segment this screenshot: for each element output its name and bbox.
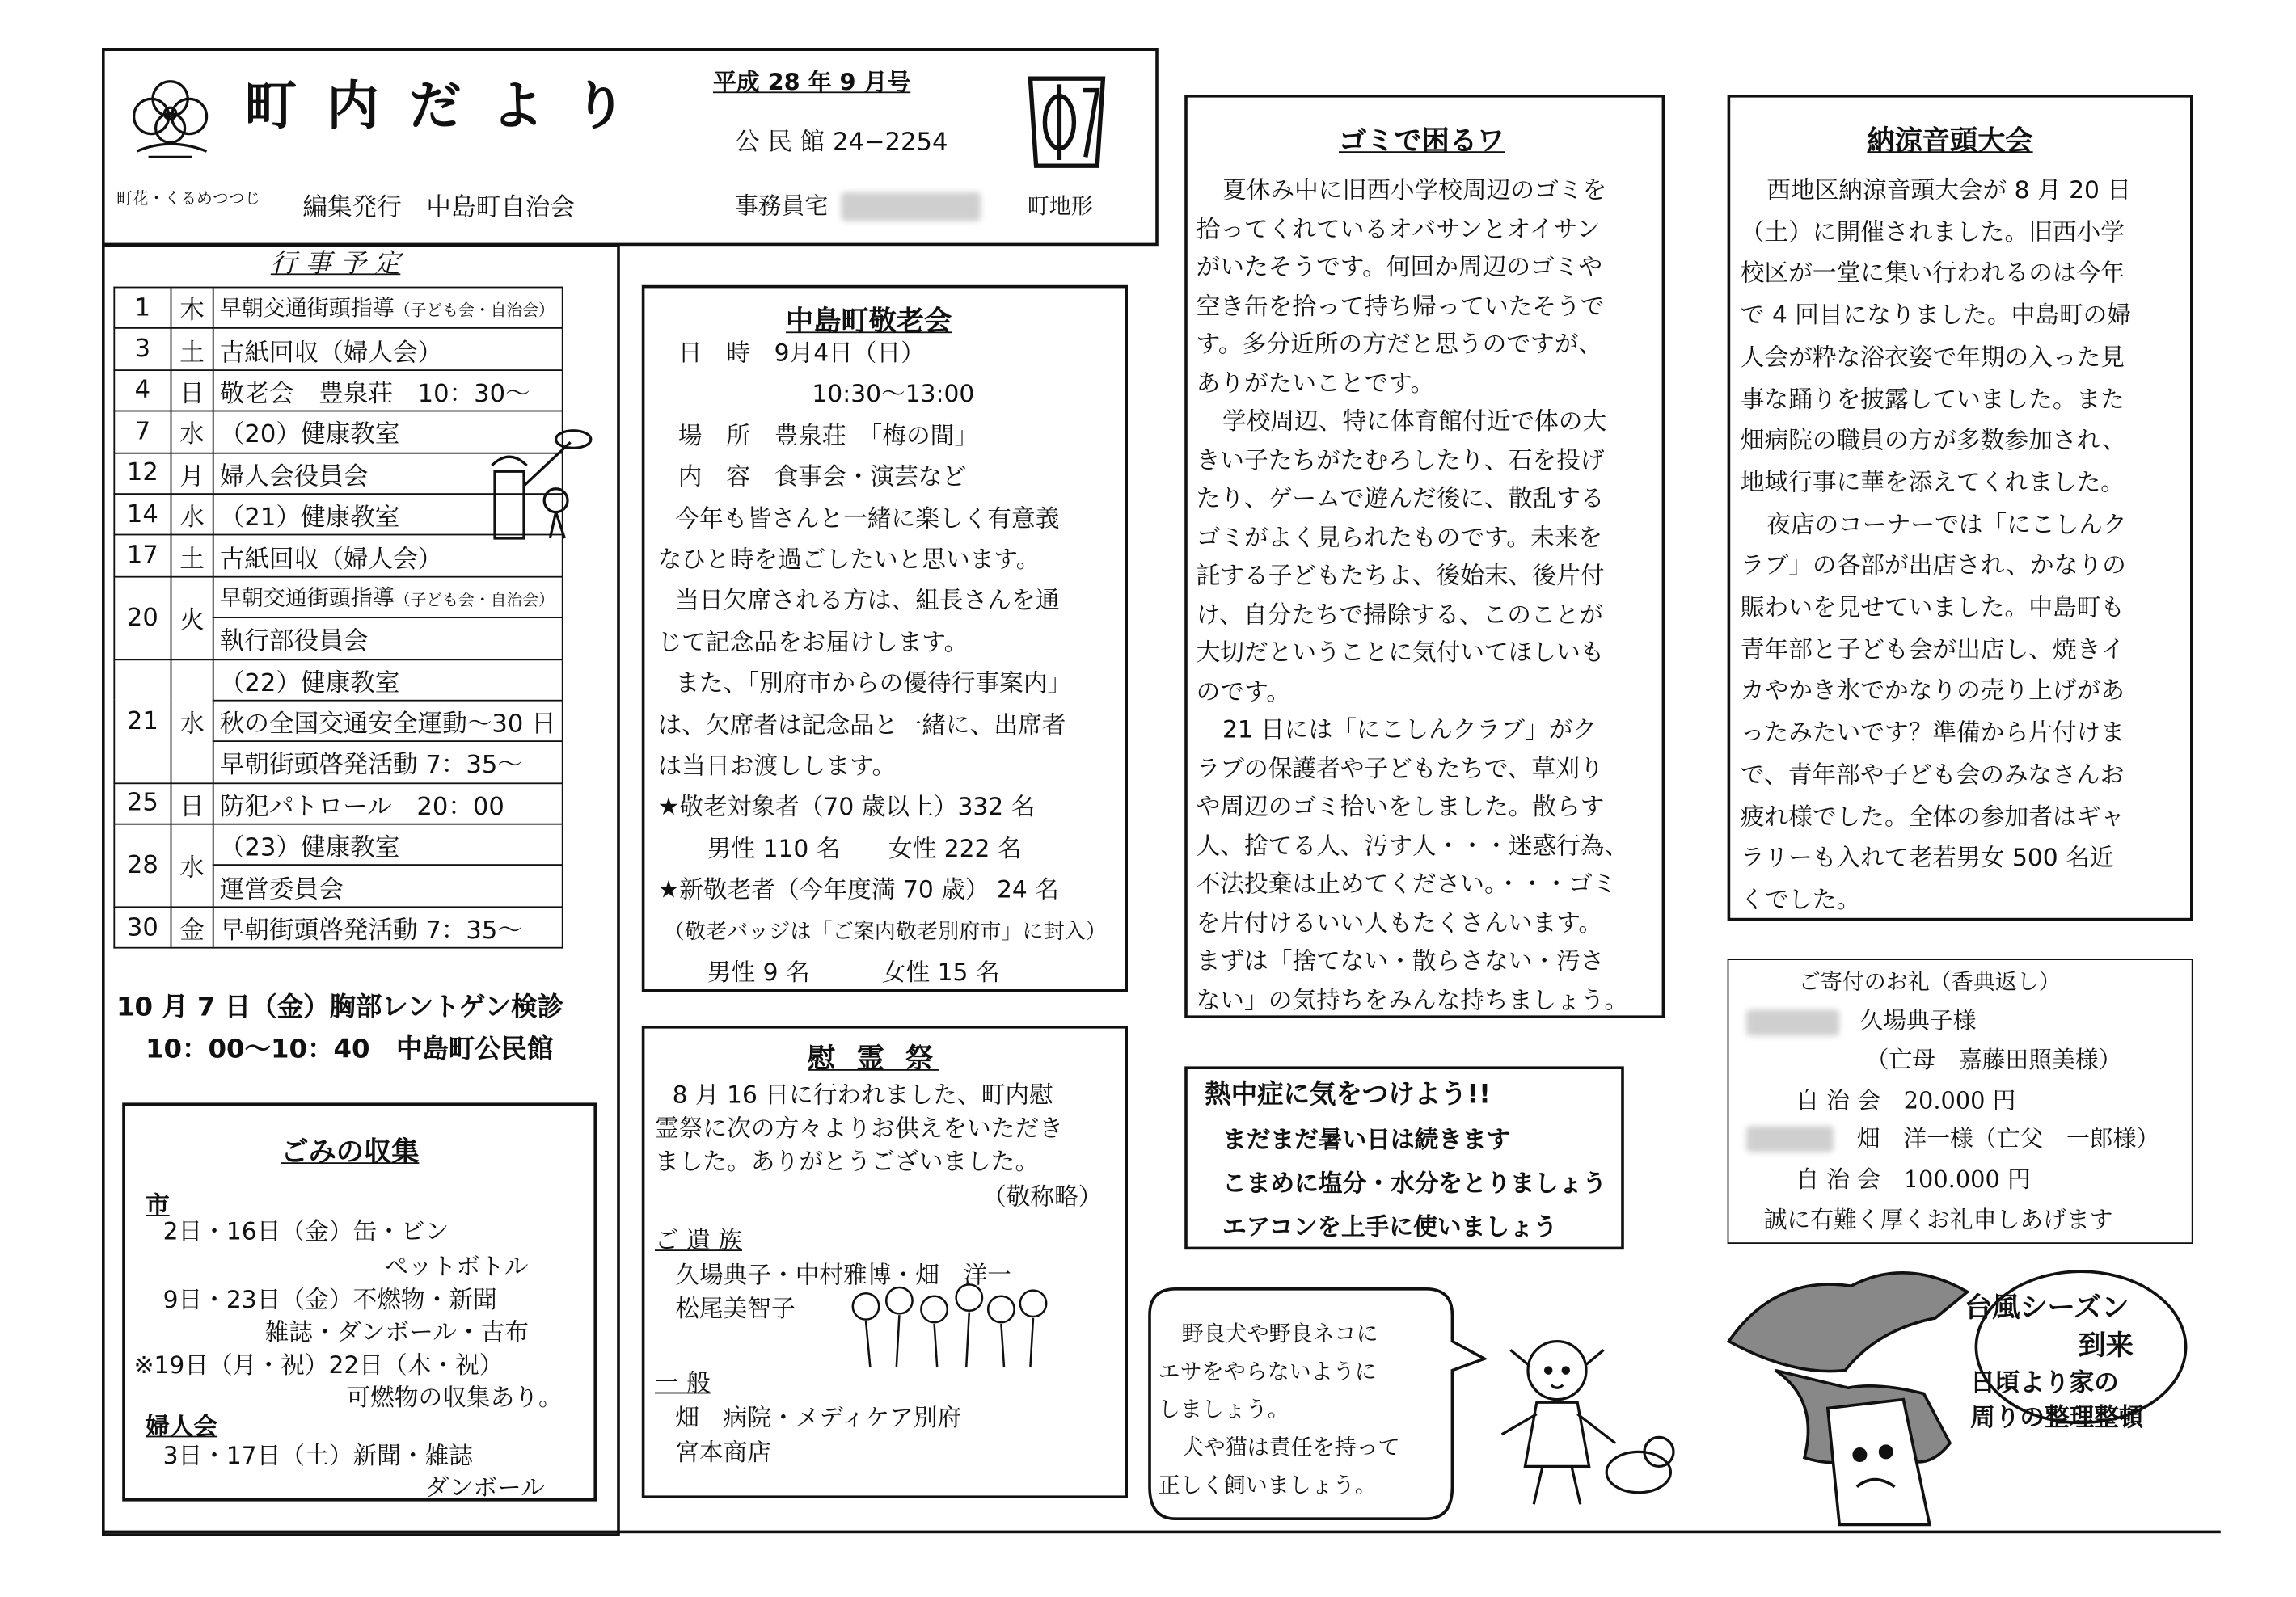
gomi-line: 拾ってくれているオバサンとオイサン (1196, 214, 1601, 242)
schedule-day: 20 (114, 576, 171, 659)
newsletter-title: 町 内 だ よ り (244, 77, 632, 137)
schedule-weekday: 水 (171, 824, 213, 907)
ireisai-line: （敬称略） (982, 1182, 1103, 1211)
schedule-day: 25 (114, 783, 171, 824)
keirou-line: 場 所 豊泉荘 「梅の間」 (677, 421, 979, 449)
gomi-line: まずは「捨てない・散らさない・汚さ (1196, 946, 1605, 975)
schedule-event-note: （子ども会・自治会） (394, 301, 555, 321)
gomi-line: 21 日には「にこしんクラブ」がク (1222, 715, 1597, 744)
gomi-line: 学校周辺、特に体育館付近で体の大 (1222, 407, 1607, 436)
schedule-day: 30 (114, 907, 171, 948)
heat-line: こまめに塩分・水分をとりましょう (1222, 1169, 1607, 1198)
town-shape-logo-icon (1022, 70, 1112, 175)
gomi-line: 夏休み中に旧西小学校周辺のゴミを (1222, 175, 1607, 204)
garbage-city-line: ペットボトル (384, 1252, 529, 1280)
schedule-day: 7 (114, 411, 171, 453)
schedule-table (113, 287, 563, 949)
schedule-row (114, 907, 562, 948)
garbage-city-line: ※19日（月・祝）22日（木・祝） (133, 1351, 504, 1380)
ondo-line: 賑わいを見せていました。中島町も (1740, 593, 2125, 622)
ireisai-line: ました。ありがとうございました。 (655, 1148, 1040, 1176)
ondo-line: くでした。 (1740, 886, 1861, 914)
garbage-city-line: 可燃物の収集あり。 (346, 1383, 563, 1411)
ondo-line: 夜店のコーナーでは「にこしんク (1766, 510, 2127, 538)
schedule-event (213, 329, 563, 370)
pets-line: しましょう。 (1158, 1397, 1289, 1423)
gomi-line: 託する子どもたちよ、後始末、後片付 (1196, 561, 1605, 589)
schedule-event-text: 秋の全国交通安全運動〜30 日 (219, 710, 556, 740)
ondo-line: 畑病院の職員の方が多数参加され、 (1740, 426, 2126, 454)
schedule-event (213, 907, 563, 948)
keirou-line: 今年も皆さんと一緒に楽しく有意義 (675, 504, 1060, 533)
keirou-line: 日 時 9月4日（日） (677, 339, 925, 367)
ondo-line: ラリーも入れて老若男女 500 名近 (1740, 844, 2114, 872)
schedule-title: 行 事 予 定 (270, 248, 401, 280)
keirou-line: 当日欠席される方は、組長さんを通 (675, 587, 1060, 615)
ondo-line: カやかき氷でかなりの売り上げがあ (1740, 676, 2125, 705)
gomi-title: ゴミで困るワ (1339, 124, 1505, 158)
ireisai-general-line: 宮本商店 (675, 1439, 771, 1467)
ondo-line: 校区が一堂に集い行われるのは今年 (1740, 259, 2125, 288)
ondo-line: で 4 回目になりました。中島町の婦 (1740, 301, 2132, 329)
keirou-line: ★新敬老者（今年度満 70 歳） 24 名 (657, 875, 1059, 904)
gomi-line: のです。 (1196, 676, 1291, 706)
xray-date: 10 月 7 日（金）胸部レントゲン検診 (116, 992, 563, 1023)
ireisai-family-label: ご 遺 族 (655, 1226, 742, 1254)
ireisai-title: 慰 霊 祭 (808, 1043, 939, 1076)
schedule-row (114, 824, 562, 866)
schedule-event-text: 敬老会 豊泉荘 10：30〜 (219, 379, 530, 409)
schedule-event-text: 執行部役員会 (219, 627, 369, 657)
heat-line: エアコンを上手に使いましょう (1222, 1213, 1558, 1241)
schedule-weekday: 金 (171, 907, 213, 948)
gomi-line: す。多分近所の方だと思うのですが、 (1196, 330, 1603, 358)
garbage-city-label: 市 (146, 1191, 170, 1220)
ireisai-general-line: 畑 病院・メディケア別府 (675, 1404, 962, 1432)
schedule-day: 12 (114, 453, 171, 494)
schedule-event-text: 古紙回収（婦人会） (219, 338, 443, 368)
schedule-event-text: 早朝交通街頭指導 (219, 584, 395, 611)
garbage-women-line: ダンボール (424, 1473, 545, 1502)
schedule-row (114, 783, 562, 824)
issue-date: 平成 28 年 9 月号 (713, 68, 911, 96)
gomi-line: たり、ゲームで遊んだ後に、散乱する (1196, 484, 1605, 512)
schedule-event (213, 617, 563, 659)
thanks-line: 畑 洋一様（亡父 一郎様） (1856, 1124, 2160, 1152)
typhoon-line: 到来 (2078, 1329, 2134, 1362)
garbage-women-label: 婦人会 (146, 1412, 218, 1440)
gomi-line: ありがたいことです。 (1196, 369, 1435, 397)
ondo-line: 事な踊りを披露していました。また (1740, 385, 2125, 413)
redacted-text (1746, 1126, 1834, 1152)
thanks-line: （亡母 嘉藤田照美様） (1865, 1046, 2122, 1074)
xray-time-place: 10：00〜10：40 中島町公民館 (146, 1034, 554, 1065)
hall-phone: 公 民 館 24−2254 (735, 128, 948, 158)
typhoon-line: 台風シーズン (1965, 1292, 2129, 1324)
staff-phone-label: 事務員宅 (735, 192, 829, 220)
keirou-line: （敬老バッジは「ご案内敬老別府市」に封入） (663, 920, 1107, 944)
schedule-event (213, 866, 563, 907)
keirou-line: また、「別府市からの優待行事案内」 (675, 669, 1072, 697)
bottom-rule (102, 1531, 2221, 1534)
heat-line: まだまだ暑い日は続きます (1222, 1126, 1511, 1154)
schedule-day: 17 (114, 535, 171, 576)
keirou-line: は当日お渡しします。 (657, 752, 897, 780)
ondo-line: 青年部と子ども会が出店し、焼きイ (1740, 635, 2125, 664)
gomi-line: 空き缶を拾って持ち帰っていたそうで (1196, 291, 1605, 320)
typhoon-line: 日頃より家の (1970, 1368, 2119, 1398)
schedule-event (213, 659, 563, 700)
thanks-line: 自 治 会 100.000 円 (1796, 1165, 2031, 1193)
schedule-event-text: 婦人会役員会 (219, 461, 369, 491)
pets-line: 犬や猫は責任を持って (1181, 1434, 1400, 1461)
flower-caption: 町花・くるめつつじ (116, 189, 261, 209)
ondo-line: 疲れ様でした。全体の参加者はギャ (1740, 802, 2125, 830)
schedule-day: 14 (114, 494, 171, 535)
schedule-event-note: （子ども会・自治会） (394, 590, 555, 610)
ondo-line: 人会が粋な浴衣姿で年期の入った見 (1740, 343, 2125, 371)
keirou-line: ★敬老対象者（70 歳以上）332 名 (657, 793, 1036, 821)
thanks-title: ご寄付のお礼（香典返し） (1798, 968, 2061, 996)
garbage-city-line: 雑誌・ダンボール・古布 (264, 1317, 530, 1346)
pets-line: 正しく飼いましょう。 (1158, 1472, 1377, 1498)
garbage-city-line: 9日・23日（金）不燃物・新聞 (162, 1286, 497, 1314)
schedule-day: 3 (114, 329, 171, 370)
gomi-line: 不法投棄は止めてください。・・・ゴミ (1196, 870, 1617, 898)
schedule-row (114, 329, 562, 370)
schedule-event (213, 824, 563, 866)
schedule-weekday: 土 (171, 329, 213, 370)
schedule-event-text: （20）健康教室 (219, 420, 400, 450)
azalea-flower-icon (122, 64, 218, 162)
schedule-event-text: 早朝交通街頭指導 (219, 295, 395, 322)
girl-with-dog-illustration (1475, 1327, 1694, 1516)
keirou-line: 男性 110 名 女性 222 名 (707, 834, 1022, 863)
schedule-event-text: 早朝街頭啓発活動 7：35〜 (219, 751, 522, 781)
publisher: 編集発行 中島町自治会 (302, 193, 575, 223)
schedule-row (114, 576, 562, 617)
ireisai-line: 霊祭に次の方々よりお供えをいただき (655, 1114, 1063, 1142)
schedule-weekday: 土 (171, 535, 213, 576)
keirou-line: 10:30〜13:00 (812, 380, 975, 408)
ireisai-general-label: 一 般 (655, 1368, 711, 1397)
ireisai-family-line: 久場典子・中村雅博・畑 洋一 (675, 1261, 1011, 1289)
ondo-line: ラブ」の各部が出店され、かなりの (1740, 551, 2126, 579)
pets-line: 野良犬や野良ネコに (1181, 1321, 1378, 1347)
heat-title: 熱中症に気をつけよう!! (1205, 1079, 1491, 1110)
schedule-day: 21 (114, 659, 171, 782)
ondo-line: 地域行事に華を添えてくれました。 (1740, 468, 2125, 496)
keirou-line: 男性 9 名 女性 15 名 (707, 959, 1000, 987)
thanks-line: 久場典子様 (1859, 1006, 1977, 1034)
keirou-line: じて記念品をお届けします。 (657, 628, 969, 656)
gomi-line: ラブの保護者や子どもたちで、草刈り (1196, 754, 1604, 782)
schedule-day: 28 (114, 824, 171, 907)
gomi-line: 大切だということに気付いてほしいも (1196, 638, 1605, 667)
gomi-line: け、自分たちで掃除する、このことが (1196, 600, 1604, 628)
keirou-title: 中島町敬老会 (786, 305, 952, 338)
keirou-line: 内 容 食事会・演芸など (677, 462, 967, 491)
ondo-line: （土）に開催されました。旧西小学 (1740, 217, 2125, 246)
schedule-event-text: 防犯パトロール 20：00 (219, 792, 504, 822)
gomi-line: 人、捨てる人、汚す人・・・迷惑行為、 (1196, 831, 1629, 859)
gomi-line: ない」の気持ちをみんな持ちましょう。 (1196, 985, 1629, 1013)
schedule-event-text: 古紙回収（婦人会） (219, 545, 443, 575)
schedule-event (213, 742, 563, 783)
schedule-event-text: 早朝街頭啓発活動 7：35〜 (219, 916, 522, 946)
keirou-line: なひと時を過ごしたいと思います。 (657, 546, 1040, 574)
schedule-event-text: （22）健康教室 (219, 668, 400, 698)
schedule-event-text: （21）健康教室 (219, 504, 400, 533)
garbage-city-line: 2日・16日（金）缶・ビン (162, 1217, 449, 1245)
thanks-line: 誠に有難く厚くお礼申しあげます (1763, 1206, 2113, 1234)
schedule-weekday: 月 (171, 453, 213, 494)
ondo-line: ったみたいです？準備から片付けま (1740, 718, 2125, 747)
schedule-row (114, 659, 562, 700)
schedule-event (213, 701, 563, 742)
schedule-event (213, 783, 563, 824)
ireisai-family-line: 松尾美智子 (675, 1295, 796, 1323)
keirou-line: は、欠席者は記念品と一緒に、出席者 (657, 710, 1066, 739)
gomi-line: がいたそうです。何回か周辺のゴミや (1196, 253, 1603, 281)
garbage-title: ごみの収集 (281, 1136, 420, 1169)
schedule-weekday: 木 (171, 288, 213, 329)
gomi-line: を片付けるいい人もたくさんいます。 (1196, 908, 1603, 937)
schedule-day: 4 (114, 370, 171, 411)
garbage-women-line: 3日・17日（土）新聞・雑誌 (162, 1441, 474, 1469)
schedule-event (213, 576, 563, 617)
logo-caption: 町地形 (1027, 193, 1093, 220)
schedule-weekday: 水 (171, 494, 213, 535)
schedule-weekday: 火 (171, 576, 213, 659)
pets-line: エサをやらないように (1158, 1359, 1377, 1385)
typhoon-line: 周りの整理整頓 (1970, 1404, 2144, 1433)
redacted-text (1746, 1009, 1839, 1035)
ondo-title: 納涼音頭大会 (1867, 124, 2033, 158)
ondo-line: 西地区納涼音頭大会が 8 月 20 日 (1766, 175, 2132, 204)
redacted-phone (841, 192, 981, 221)
cosmos-flowers-illustration (844, 1283, 1062, 1371)
thanks-line: 自 治 会 20.000 円 (1796, 1086, 2016, 1115)
schedule-event (213, 288, 563, 329)
schedule-weekday: 日 (171, 783, 213, 824)
ireisai-line: 8 月 16 日に行われました、町内慰 (672, 1081, 1053, 1109)
ondo-line: で、青年部や子ども会のみなさんお (1740, 761, 2125, 789)
gomi-line: ゴミがよく見られたものです。未来を (1196, 523, 1603, 551)
schedule-weekday: 日 (171, 370, 213, 411)
gomi-line: や周辺のゴミ拾いをしました。散らす (1196, 793, 1605, 821)
schedule-row (114, 288, 562, 329)
schedule-row (114, 370, 562, 411)
gomi-line: きい子たちがたむろしたり、石を投げ (1196, 445, 1605, 474)
schedule-event (213, 370, 563, 411)
watering-can-illustration (480, 413, 597, 547)
schedule-event-text: 運営委員会 (219, 874, 344, 904)
schedule-weekday: 水 (171, 659, 213, 782)
schedule-day: 1 (114, 288, 171, 329)
schedule-event-text: （23）健康教室 (219, 833, 400, 863)
schedule-weekday: 水 (171, 411, 213, 453)
